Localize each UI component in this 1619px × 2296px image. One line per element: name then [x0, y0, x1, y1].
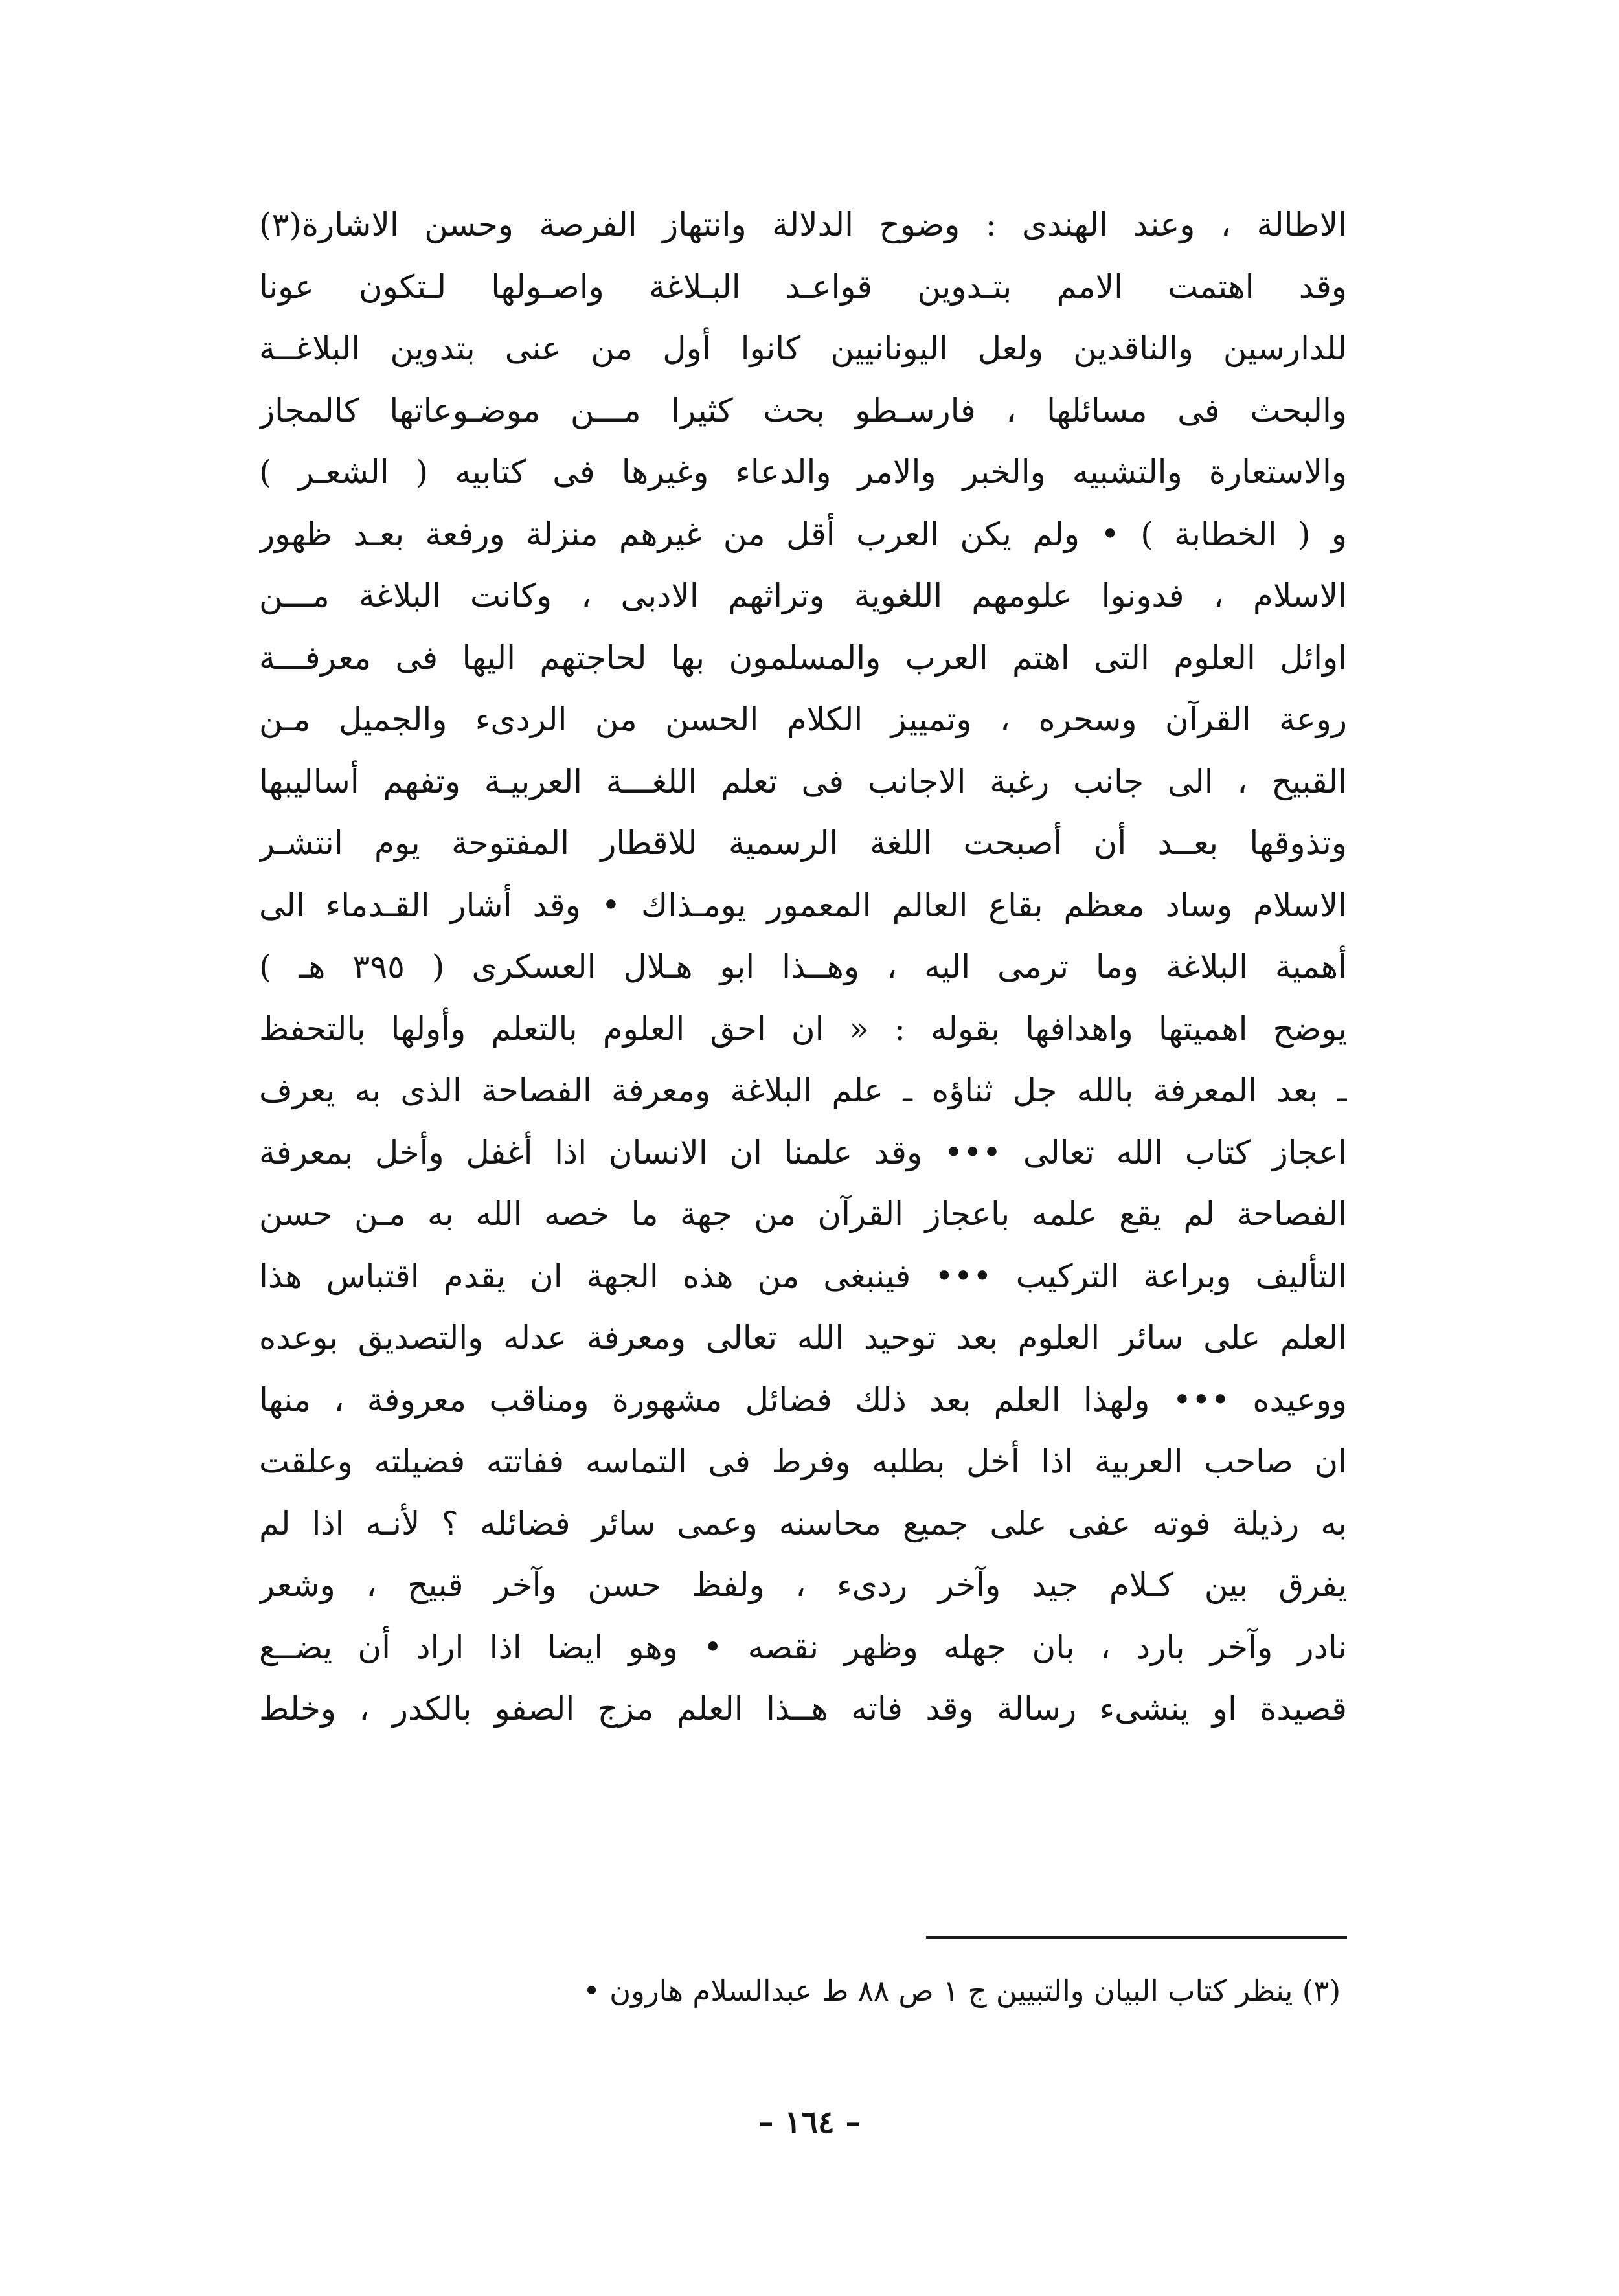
text-line: التأليف وبراعة التركيب ••• فينبغى من هذه الجهة ان يقدم اقتباس هذا	[259, 1257, 1347, 1295]
text-line: ان صاحب العربية اذا أخل بطلبه وفرط فى التماسه ففاتته فضيلته وعلقت	[259, 1443, 1347, 1480]
text-line: القبيح ، الى جانب رغبة الاجانب فى تعلم اللغـــة العربيـة وتفهم أساليبها	[259, 762, 1347, 800]
text-line: الاسلام ، فدونوا علومهم اللغوية وتراثهم الادبى ، وكانت البلاغة مـــن	[259, 577, 1347, 614]
footnote-divider	[926, 1936, 1347, 1939]
text-line: اعجاز كتاب الله تعالى ••• وقد علمنا ان الانسان اذا أغفل وأخل بمعرفة	[259, 1133, 1347, 1171]
text-line: الاطالة ، وعند الهندى : وضوح الدلالة وانتهاز الفرصة وحسن الاشارة(٣)	[259, 206, 1347, 243]
footnote: (٣) ينظر كتاب البيان والتبيين ج ١ ص ٨٨ ط عبدالسلام هارون •	[583, 1974, 1341, 2008]
text-line: نادر وآخر بارد ، بان جهله وظهر نقصه • وهو ايضا اذا اراد أن يضــع	[259, 1628, 1347, 1666]
text-line: وتذوقها بعــد أن أصبحت اللغة الرسمية للاقطار المفتوحة يوم انتشـر	[259, 824, 1347, 862]
text-line: أهمية البلاغة وما ترمى اليه ، وهــذا ابو هـلال العسكرى ( ٣٩٥ هـ )	[259, 948, 1347, 985]
text-line: والبحث فى مسائلها ، فارسـطو بحث كثيرا مـــن موضـوعاتها كالمجاز	[259, 391, 1347, 429]
text-line: اوائل العلوم التى اهتم العرب والمسلمون بها لحاجتهم اليها فى معرفـــة	[259, 638, 1347, 677]
text-line: العلم على سائر العلوم بعد توحيد الله تعالى ومعرفة عدله والتصديق بوعده	[259, 1319, 1347, 1356]
text-line: ووعيده ••• ولهذا العلم بعد ذلك فضائل مشهورة ومناقب معروفة ، منها	[259, 1380, 1347, 1419]
text-line: ـ بعد المعرفة بالله جل ثناؤه ـ علم البلاغة ومعرفة الفصاحة الذى به يعرف	[259, 1072, 1347, 1109]
text-line: و ( الخطابة ) • ولم يكن العرب أقل من غيرهم منزلة ورفعة بعـد ظهور	[259, 515, 1347, 553]
text-line: وقد اهتمت الامم بتـدوين قواعـد البـلاغة واصـولها لـتكون عونا	[259, 267, 1347, 306]
text-line: يوضح اهميتها واهدافها بقوله : « ان احق العلوم بالتعلم وأولها بالتحفظ	[259, 1009, 1347, 1048]
page-number: – ١٦٤ –	[758, 2104, 861, 2141]
text-line: به رذيلة فوته عفى على جميع محاسنه وعمى سائر فضائله ؟ لأنـه اذا لم	[259, 1504, 1347, 1542]
text-line: الفصاحة لم يقع علمه باعجاز القرآن من جهة ما خصه الله به مـن حسن	[259, 1195, 1347, 1233]
text-line: قصيدة او ينشىء رسالة وقد فاته هــذا العلم مزج الصفو بالكدر ، وخلط	[259, 1690, 1347, 1728]
text-line: يفرق بين كـلام جيد وآخر ردىء ، ولفظ حسن وآخر قبيح ، وشعر	[259, 1566, 1347, 1604]
text-line: للدارسين والناقدين ولعل اليونانيين كانوا أول من عنى بتدوين البلاغــة	[259, 330, 1347, 367]
text-line: والاستعارة والتشبيه والخبر والامر والدعاء وغيرها فى كتابيه ( الشعـر )	[259, 453, 1347, 491]
text-line: الاسلام وساد معظم بقاع العالم المعمور يومـذاك • وقد أشار القـدماء الى	[259, 886, 1347, 924]
text-line: روعة القرآن وسحره ، وتمييز الكلام الحسن من الردىء والجميل مـن	[259, 701, 1347, 738]
body-text	[259, 194, 1347, 1740]
